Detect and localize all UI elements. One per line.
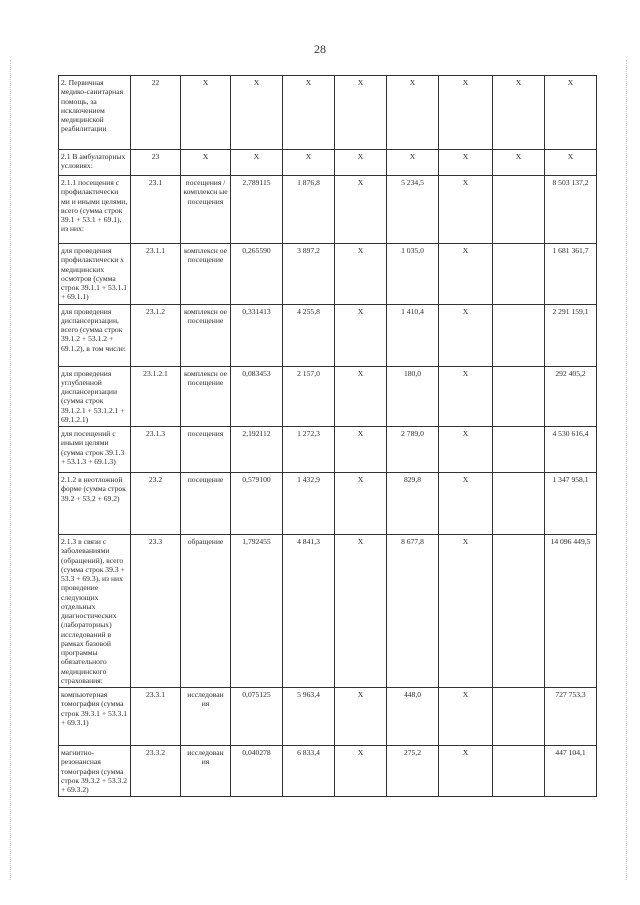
row-unit: посещение [181, 473, 231, 535]
row-col8 [493, 427, 545, 473]
row-col6: 1 410,4 [387, 304, 439, 366]
row-code: 23.1.3 [131, 427, 181, 473]
row-unit: исследован ия [181, 688, 231, 746]
row-col6: 829,8 [387, 473, 439, 535]
row-unit: посещения [181, 427, 231, 473]
row-col6: 448,0 [387, 688, 439, 746]
row-cost: 1 272,3 [283, 427, 335, 473]
row-unit: комплексн ое посещение [181, 244, 231, 305]
row-col6: 5 234,5 [387, 176, 439, 244]
row-norm: 0,331413 [231, 304, 283, 366]
row-name: 2.1.1 посещения с профилактически ми и иными целями, всего (сумма строк 39.1 + 53.1 + 69.1), из них: [59, 176, 131, 244]
row-total: 4 530 616,4 [545, 427, 597, 473]
row-name: для посещений с иными целями (сумма строк 39.1.3 + 53.1.3 + 69.1.3) [59, 427, 131, 473]
row-col6: X [387, 150, 439, 176]
row-total: 14 096 449,5 [545, 535, 597, 688]
row-code: 23.3 [131, 535, 181, 688]
row-col5: X [335, 746, 387, 797]
row-col8 [493, 535, 545, 688]
row-code: 23.3.2 [131, 746, 181, 797]
row-col5: X [335, 427, 387, 473]
row-name: 2.1 В амбулаторных условиях: [59, 150, 131, 176]
row-name: 2.1.3 в связи с заболеваниями (обращений), всего (сумма строк 39.3 + 53.3 + 69.3), из них проведение следующих отдельных диагностических (лабораторных) исследований в рамках базовой программы обязательного медицинского страхования: [59, 535, 131, 688]
row-col8: X [493, 150, 545, 176]
row-name: для проведения профилактически х медицинских осмотров (сумма строк 39.1.1 + 53.1.1 + 69.1.1) [59, 244, 131, 305]
row-cost: 4 255,8 [283, 304, 335, 366]
table-row [59, 244, 597, 305]
row-col6: 1 035,0 [387, 244, 439, 305]
row-total: 727 753,3 [545, 688, 597, 746]
row-total: X [545, 76, 597, 150]
row-cost: X [283, 150, 335, 176]
row-col8 [493, 746, 545, 797]
row-total: 292 405,2 [545, 366, 597, 427]
row-unit: комплексн ое посещение [181, 304, 231, 366]
row-unit: X [181, 150, 231, 176]
row-name: для проведения углубленной диспансеризации (сумма строк 39.1.2.1 + 53.1.2.1 + 69.1.2.1) [59, 366, 131, 427]
row-unit: X [181, 76, 231, 150]
row-norm: 0,040278 [231, 746, 283, 797]
table-row [59, 366, 597, 427]
row-code: 23.1 [131, 176, 181, 244]
scan-edge-right [626, 60, 628, 880]
row-cost: 1 432,9 [283, 473, 335, 535]
row-cost: 4 841,3 [283, 535, 335, 688]
row-col5: X [335, 244, 387, 305]
table-row [59, 427, 597, 473]
row-col7: X [439, 473, 493, 535]
row-code: 23.3.1 [131, 688, 181, 746]
row-unit: обращение [181, 535, 231, 688]
row-norm: 0,579100 [231, 473, 283, 535]
scan-edge-left [10, 60, 12, 880]
table-body [59, 76, 597, 797]
row-col7: X [439, 688, 493, 746]
row-name: магнитно-резонансная томография (сумма строк 39.3.2 + 53.3.2 + 69.3.2) [59, 746, 131, 797]
table-row [59, 746, 597, 797]
row-cost: 3 897,2 [283, 244, 335, 305]
row-col7: X [439, 366, 493, 427]
table-row [59, 176, 597, 244]
table-row [59, 150, 597, 176]
row-code: 22 [131, 76, 181, 150]
row-norm: X [231, 150, 283, 176]
row-total: 1 347 958,1 [545, 473, 597, 535]
row-norm: 0,083453 [231, 366, 283, 427]
row-col5: X [335, 304, 387, 366]
row-col7: X [439, 150, 493, 176]
row-cost: 2 157,0 [283, 366, 335, 427]
row-col5: X [335, 366, 387, 427]
row-col8 [493, 688, 545, 746]
row-col7: X [439, 427, 493, 473]
row-norm: X [231, 76, 283, 150]
row-cost: 1 876,8 [283, 176, 335, 244]
row-col6: 275,2 [387, 746, 439, 797]
row-col5: X [335, 150, 387, 176]
row-unit: комплексн ое посещение [181, 366, 231, 427]
row-total: X [545, 150, 597, 176]
row-cost: 5 963,4 [283, 688, 335, 746]
row-col5: X [335, 473, 387, 535]
row-total: 447 104,1 [545, 746, 597, 797]
row-norm: 0,265590 [231, 244, 283, 305]
row-norm: 2,192112 [231, 427, 283, 473]
table-row [59, 535, 597, 688]
row-col6: 2 789,0 [387, 427, 439, 473]
row-name: компьютерная томография (сумма строк 39.3.1 + 53.3.1 + 69.3.1) [59, 688, 131, 746]
row-name: для проведения диспансеризации, всего (сумма строк 39.1.2 + 53.1.2 + 69.1.2), в том числе: [59, 304, 131, 366]
row-name: 2.1.2 в неотложной форме (сумма строк 39.2 + 53.2 + 69.2) [59, 473, 131, 535]
row-unit: посещения /комплексн ые посещения [181, 176, 231, 244]
row-col6: X [387, 76, 439, 150]
row-code: 23.1.1 [131, 244, 181, 305]
row-code: 23.2 [131, 473, 181, 535]
row-col5: X [335, 176, 387, 244]
page-number: 28 [314, 42, 326, 56]
row-cost: X [283, 76, 335, 150]
program-cost-table [58, 75, 597, 797]
row-col7: X [439, 244, 493, 305]
row-col8 [493, 473, 545, 535]
row-col8 [493, 244, 545, 305]
row-col5: X [335, 535, 387, 688]
row-col8 [493, 366, 545, 427]
row-col7: X [439, 76, 493, 150]
row-col6: 8 677,8 [387, 535, 439, 688]
table-row [59, 76, 597, 150]
row-cost: 6 833,4 [283, 746, 335, 797]
row-col8 [493, 176, 545, 244]
row-norm: 2,789115 [231, 176, 283, 244]
row-name: 2. Первичная медико-санитарная помощь, за исключением медицинской реабилитации [59, 76, 131, 150]
table-row [59, 473, 597, 535]
row-code: 23 [131, 150, 181, 176]
row-col7: X [439, 535, 493, 688]
table-row [59, 304, 597, 366]
row-total: 1 681 361,7 [545, 244, 597, 305]
row-norm: 1,792455 [231, 535, 283, 688]
row-col6: 180,0 [387, 366, 439, 427]
row-col5: X [335, 76, 387, 150]
row-col8 [493, 304, 545, 366]
row-col7: X [439, 746, 493, 797]
table-row [59, 688, 597, 746]
row-col7: X [439, 176, 493, 244]
row-total: 8 503 137,2 [545, 176, 597, 244]
row-col5: X [335, 688, 387, 746]
row-unit: исследован ия [181, 746, 231, 797]
row-total: 2 291 159,1 [545, 304, 597, 366]
row-code: 23.1.2.1 [131, 366, 181, 427]
row-col7: X [439, 304, 493, 366]
row-norm: 0,075125 [231, 688, 283, 746]
row-code: 23.1.2 [131, 304, 181, 366]
row-col8: X [493, 76, 545, 150]
